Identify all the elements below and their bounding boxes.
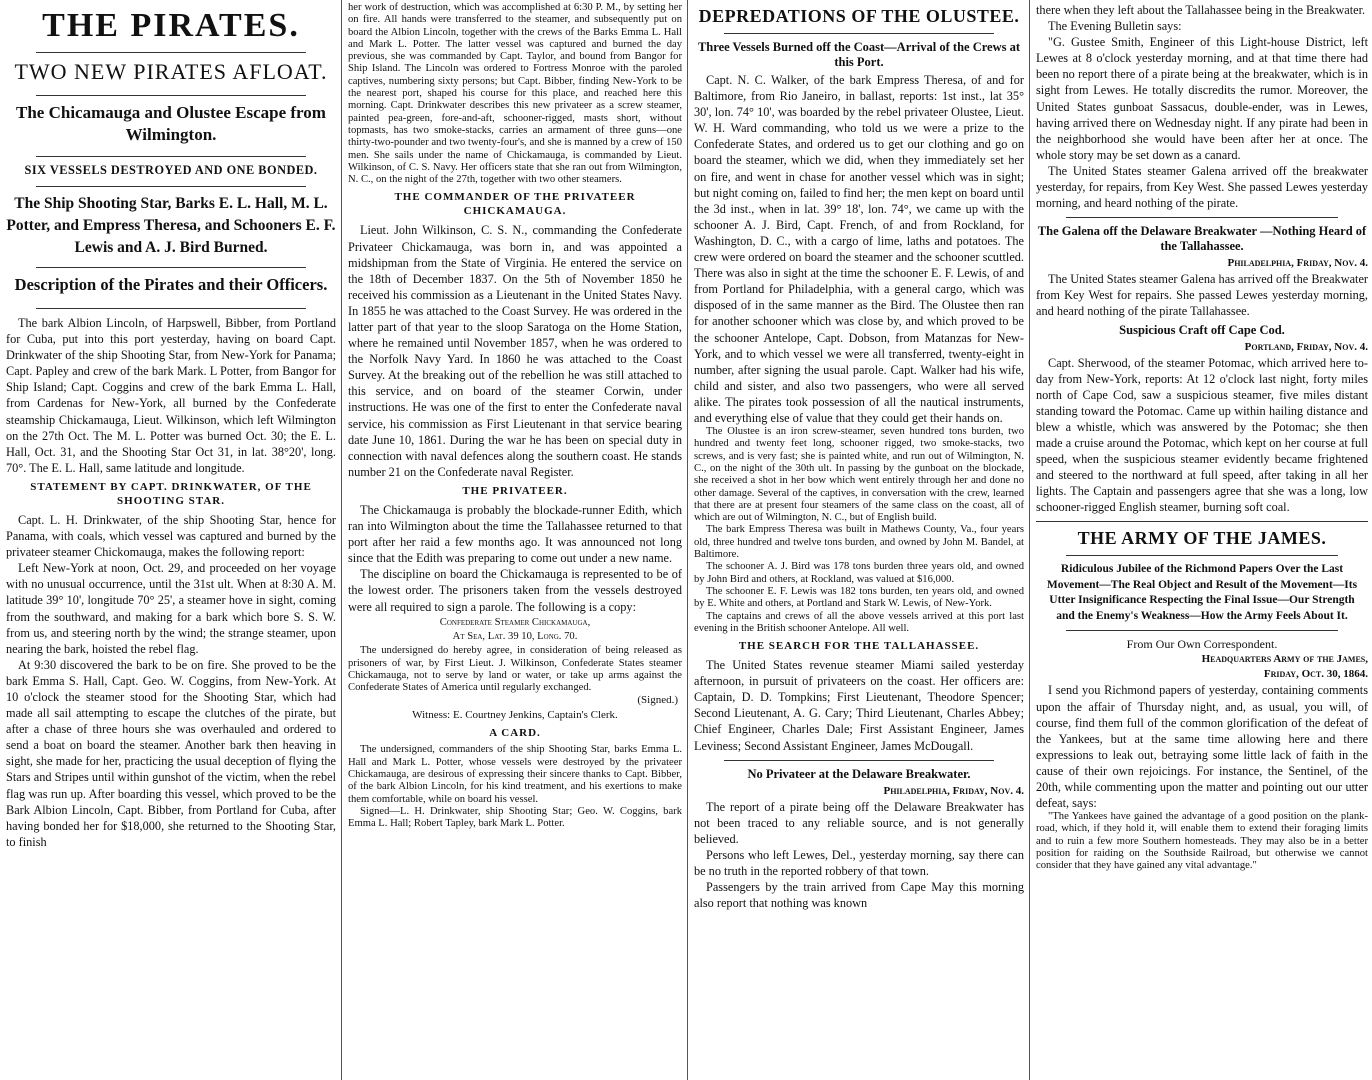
signed-line: (Signed.) xyxy=(637,694,678,707)
dateline: Philadelphia, Friday, Nov. 4. xyxy=(883,784,1024,797)
article-paragraph: The United States revenue steamer Miami sailed yesterday afternoon, in pursuit of privateers on the coast. Her officers are: Captain, D. D. Tompkins; First Lieutenant, Theodore Spencer; Second Lieutenant, A. G. Cary; Third Lieutenant, Charles Abbey; Chief Engineer, Charles Dale; First Assistant Engineer, James Leviness; Second Assistant Engineer, James McDougall. xyxy=(694,658,1024,753)
section-title: THE ARMY OF THE JAMES. xyxy=(1077,528,1327,549)
article-paragraph: The schooner E. F. Lewis was 182 tons burden, ten years old, and owned by E. White and others, at Portland and Stark W. Lewis, of New-York. xyxy=(694,585,1024,610)
divider xyxy=(1066,555,1338,556)
headline: TWO NEW PIRATES AFLOAT. xyxy=(14,59,328,84)
article-paragraph: The schooner A. J. Bird was 178 tons burden three years old, and owned by John Bird and others, at Rockland, was valued at $16,000. xyxy=(694,561,1024,585)
divider xyxy=(1036,521,1368,522)
article-paragraph: there when they left about the Tallahassee being in the Breakwater. xyxy=(1036,3,1366,17)
dateline: Friday, Oct. 30, 1864. xyxy=(1263,668,1368,681)
section-heading: A CARD. xyxy=(489,727,541,740)
article-paragraph: Lieut. John Wilkinson, C. S. N., commanding the Confederate Privateer Chickamauga, was born in, and was appointed a midshipman from the State of Virginia. He entered the service on the 18th of December 1837. On the 5th of November 1850 he received his commission as a Lieutenant in the United States Navy. In 1855 he was attached to the Coast Survey. He was ordered in the latter part of that year to the sloop Saratoga on the Home Station, where he remained until November 1857, when he was ordered to the Norfolk Navy Yard. In 1860 he was attached to the Coast Survey. At the breaking out of the rebellion he was still attached to this service, and on board of the steamer Corwin, under instructions. He was one of the first to enter the Confederate naval service, his commission as First Lieutenant in that service bearing date June 10, 1861. During the war he has been on special duty in connection with naval defences along the southern coast. He stands number 21 on the Confederate naval Register. xyxy=(348,223,682,479)
column-4 xyxy=(1030,0,1372,1080)
main-title: THE PIRATES. xyxy=(42,7,300,44)
section-heading: THE PRIVATEER. xyxy=(462,484,568,497)
divider xyxy=(36,156,306,157)
divider xyxy=(36,52,306,53)
section-heading: No Privateer at the Delaware Breakwater. xyxy=(747,766,971,781)
article-paragraph: I send you Richmond papers of yesterday, containing comments upon the affair of Thursday night, and, as usual, you will, of course, find them full of the common glorification of the defeat of the Yankees, but at the same time allowing here and there expressions to leak out, betraying some little lack of faith in the cause of their own rejoicings. For instance, the Sentinel, of the 20th, while commenting upon the matter and pointing out our utter defeat, says: xyxy=(1036,683,1368,811)
article-paragraph: The report of a pirate being off the Delaware Breakwater has not been traced to any reliable source, and is not generally believed. xyxy=(694,799,1024,846)
article-paragraph: At 9:30 discovered the bark to be on fire. She proved to be the bark Emma S. Hall, Capt. Geo. W. Coggins, from New-York. At 10 o'clock the steamer stood for the Shooting Star, which had made all sail attempting to escape the clutches of the pirate, but after a chase of three hours she was overhauled and ordered to send a boat on board the steamer. Another bark then heaving in sight, she made for her, practicing the usual deception of flying the Stars and Stripes until within gunshot of the victim, when the rebel flag was run up. After boarding this vessel, which proved to be the Bark Albion Lincoln, Capt. Bibber, from Portland for Cuba, after having bonded her for $18,000, she returned to the Shooting Star, to finish xyxy=(6,657,336,849)
divider xyxy=(36,267,306,268)
subheadline: Ridiculous Jubilee of the Richmond Papers Over the Last Movement—The Real Object and Result of the Movement—Its Utter Insignificance Respecting the Final Issue—Our Strength and the Enemy's Weakness—How the Army Feels About It. xyxy=(1046,563,1358,622)
dateline: Philadelphia, Friday, Nov. 4. xyxy=(1227,257,1368,270)
column-1 xyxy=(0,0,340,1080)
subheadline: The Chicamauga and Olustee Escape from Wilmington. xyxy=(16,103,326,144)
correspondent-line: From Our Own Correspondent. xyxy=(1126,637,1278,652)
divider xyxy=(724,33,994,34)
section-heading: Suspicious Craft off Cape Cod. xyxy=(1119,322,1285,337)
article-paragraph: her work of destruction, which was accomplished at 6:30 P. M., by setting her on fire. All hands were transferred to the steamer, and subsequently put on board the Albion Lincoln, together with the crews of the Barks Emma L. Hall and Mark L. Potter. The latter vessel was captured and burned the day previous, she was commanded by Capt. Taylor, and bound from Bangor for Ship Island. The Lincoln was ordered to Fortress Monroe with the paroled captives, numbering sixty persons; but Capt. Bibber, finding New-York to be the nearest port, shaped his course for this place, and reached here this morning. Capt. Drinkwater describes this new privateer as a screw steamer, painted pea-green, fore-and-aft, schooner-rigged, masts short, without topmasts, has two smoke-stacks, carries an armament of three guns—one thirty-two-pounder and two twenty-four's, and she is manned by a crew of 150 men. She sails under the name of Chickamauga, is commanded by Lieut. Wilkinson, of C. S. Navy. Her officers state that she ran out from Wilmington, N. C., on the night of the 27th, together with two other steamers. xyxy=(348,2,682,186)
article-paragraph: Left New-York at noon, Oct. 29, and proceeded on her voyage with no unusual occurrence, until the 31st ult. When at 8:30 A. M. latitude 39° 10', longitude 70° 25', a steamer hove in sight, coming from the southward, and making for a bark which bore S. S. W. from us, and steering north by the wind; the strange steamer, upon nearing the bark, hoisted the rebel flag. xyxy=(6,561,336,656)
divider xyxy=(1066,217,1338,218)
article-paragraph: Passengers by the train arrived from Cape May this morning also report that nothing was known xyxy=(694,880,1024,911)
article-paragraph: The bark Albion Lincoln, of Harpswell, Bibber, from Portland for Cuba, put into this port yesterday, having on board Capt. Drinkwater of the ship Shooting Star, from New-York for Panama; Capt. Papley and crew of the bark Mark. L Potter, from Bangor for Ship Island; Capt. Coggins and crew of the bark Emma L. Hall, from Cardenas for New-York, all burned by the Confederate steamship Chickamauga, Lieut. Wilkinson, which left Wilmington on the 27th Oct. The M. L. Potter was burned Oct. 30; the E. L. Hall, Oct. 31, and the Shooting Star Oct 31, in lat. 38°20', long. 70°. The E. L. Hall, same latitude and longitude. xyxy=(6,316,336,475)
divider xyxy=(36,186,306,187)
article-paragraph: The undersigned, commanders of the ship Shooting Star, barks Emma L. Hall and Mark L. Potter, whose vessels were destroyed by the privateer Chickamauga, are desirous of expressing their sincere thanks to Capt. Bibber, of the bark Albion Lincoln, for his kind treatment, and his exertions to make them comfortable, while on board his vessel. xyxy=(348,744,682,805)
article-paragraph: The discipline on board the Chickamauga is represented to be of the lowest order. The prisoners taken from the vessels destroyed were all required to sign a parole. The following is a copy: xyxy=(348,567,682,614)
subheadline: Description of the Pirates and their Officers. xyxy=(14,275,328,294)
article-paragraph: The Evening Bulletin says: xyxy=(1048,19,1182,34)
section-heading: The Galena off the Delaware Breakwater —Nothing Heard of the Tallahassee. xyxy=(1037,224,1367,254)
article-paragraph: The United States steamer Galena has arrived off the Breakwater from Key West for repairs. She passed Lewes yesterday morning, and heard nothing of the pirate Tallahassee. xyxy=(1036,272,1368,319)
column-2 xyxy=(342,0,686,1080)
article-paragraph: The captains and crews of all the above vessels arrived at this port last evening in the British schooner Antelope. All well. xyxy=(694,610,1024,634)
article-paragraph: The United States steamer Galena arrived off the breakwater yesterday, for repairs, from Key West. She passed Lewes yesterday morning, and heard nothing of the pirate. xyxy=(1036,163,1368,211)
parole-heading: Confederate Steamer Chickamauga, xyxy=(439,616,591,628)
parole-location: At Sea, Lat. 39 10, Long. 70. xyxy=(452,630,578,642)
article-paragraph: Persons who left Lewes, Del., yesterday morning, say there can be no truth in the reported robbery of that town. xyxy=(694,847,1024,879)
section-heading: THE SEARCH FOR THE TALLAHASSEE. xyxy=(738,640,980,653)
divider xyxy=(1066,630,1338,631)
article-paragraph: The undersigned do hereby agree, in consideration of being released as prisoners of war, by First Lieut. J. Wilkinson, Confederate States steamer Chickamauga, not to serve by land or water, or take up arms against the Confederate States of America until regularly exchanged. xyxy=(348,645,682,694)
article-paragraph: The Chickamauga is probably the blockade-runner Edith, which ran into Wilmington about the time the Tallahassee returned to that port after her raid a few months ago. It was announced not long since that the Edith was preparing to come out under a new name. xyxy=(348,502,682,566)
section-heading: THE COMMANDER OF THE PRIVATEER CHICKAMAUGA. xyxy=(394,191,636,218)
article-paragraph: The bark Empress Theresa was built in Mathews County, Va., four years old, three hundred and twelve tons burden, and owned by John M. Bandel, at Baltimore. xyxy=(694,524,1024,561)
divider xyxy=(724,760,994,761)
subheadline: The Ship Shooting Star, Barks E. L. Hall, M. L. Potter, and Empress Theresa, and Schooners E. F. Lewis and A. J. Bird Burned. xyxy=(6,195,336,256)
section-heading: STATEMENT BY CAPT. DRINKWATER, OF THE SHOOTING STAR. xyxy=(30,480,312,507)
article-paragraph: Capt. L. H. Drinkwater, of the ship Shooting Star, hence for Panama, with coals, which vessel was captured and burned by the privateer steamer Chickomauga, makes the following report: xyxy=(6,512,336,560)
column-3 xyxy=(688,0,1028,1080)
subheadline: Three Vessels Burned off the Coast—Arrival of the Crews at this Port. xyxy=(697,40,1021,69)
divider xyxy=(36,95,306,96)
divider xyxy=(36,308,306,309)
article-paragraph: Signed—L. H. Drinkwater, ship Shooting Star; Geo. W. Coggins, bark Emma L. Hall; Robert Tapley, bark Mark L. Potter. xyxy=(348,805,682,830)
subheadline: SIX VESSELS DESTROYED AND ONE BONDED. xyxy=(24,163,318,177)
article-paragraph: Capt. N. C. Walker, of the bark Empress Theresa, of and for Baltimore, from Rio Janeiro, in ballast, reports: 1st inst., lat 35° 30', lon. 74° 10', was boarded by the rebel privateer Olustee, Lieut. W. H. Ward commanding, who told us we were a prize to the Confederate States, and ordered us to get our clothing and go on board the steamer, which we did, when they immediately set her on fire, and went in chase for another vessel which was in sight; but night coming on, failed to find her; the men kept on board until the 3d inst., when in lat. 39° 18', lon. 74°, we came up with the schooner A. J. Bird, Capt. French, of and from Rockland, for Washington, D. C., with a cargo of lime, laths and potatoes. The crew were ordered on board the steamer and the schooner scuttled. There was also in sight at the time the schooner E. F. Lewis, of and from Portland for Philadelphia, with a general cargo, which was disposed of in the same manner as the Bird. The Olustee then ran for another schooner which was close by, and which proved to be the schooner Antelope, Capt. Dobson, from Matanzas for New-York, and to which vessel we were all transferred, twenty-eight in number, after signing the usual parole. Capt. Walker had his wife, child and sister, and also two passengers, who were all served alike. The pirates took possession of all the nautical instruments, and everything else of value that they could get their hands on. xyxy=(694,73,1024,425)
dateline: Portland, Friday, Nov. 4. xyxy=(1244,340,1368,353)
article-paragraph: "G. Gustee Smith, Engineer of this Light-house District, left Lewes at 8 o'clock yesterday morning, and at that time there had been no report there of a pirate being at the breakwater, which is in sight from Lewes. He totally discredits the rumor. Moreover, the United States gunboat Sassacus, double-ender, was in Lewes, having arrived there on Wednesday night. If any pirate had been in the neighborhood she would have been after her at once. The whole story may be set down as a canard. xyxy=(1036,35,1368,162)
article-paragraph: The Olustee is an iron screw-steamer, seven hundred tons burden, two hundred and twenty feet long, schooner rigged, two smoke-stacks, two screws, and is very fast; she is painted white, and run out of Wilmington, N. C., on the night of the 30th ult. In passing by the gunboat on the blockade, she received a shot in her bow which went entirely through her and done no other damage. Several of the captives, in conversation with the crew, learned that there are at present four steamers of the same class on the coast, all of which are out of Wilmington, N. C., but of English build. xyxy=(694,426,1024,524)
witness-line: Witness: E. Courtney Jenkins, Captain's Clerk. xyxy=(412,709,618,722)
section-title: DEPREDATIONS OF THE OLUSTEE. xyxy=(698,6,1020,26)
dateline: Headquarters Army of the James, xyxy=(1201,653,1368,666)
article-paragraph: Capt. Sherwood, of the steamer Potomac, which arrived here to-day from New-York, reports: At 12 o'clock last night, forty miles north of Cape Cod, saw a suspicious steamer, five miles distant standing toward the Potomac. Came up within hailing distance and blew a whistle, which was answered by the Potomac; she then made a cruise around the Potomac, which kept on her course at full speed, when the suspicious steamer evidently became frightened and steered to the northward at full speed, after taking in all her lights. The Captain and passengers agree that she was a long, low schooner-rigged English steamer, burning soft coal. xyxy=(1036,355,1368,515)
article-paragraph: "The Yankees have gained the advantage of a good position on the plank-road, which, if they hold it, will enable them to extend their foraging limits and to ruin a few more Southern homesteads. They may also be in a better position for raiding on the Southside Railroad, but otherwise we cannot consider that they have gained any vital advantage." xyxy=(1036,811,1368,872)
